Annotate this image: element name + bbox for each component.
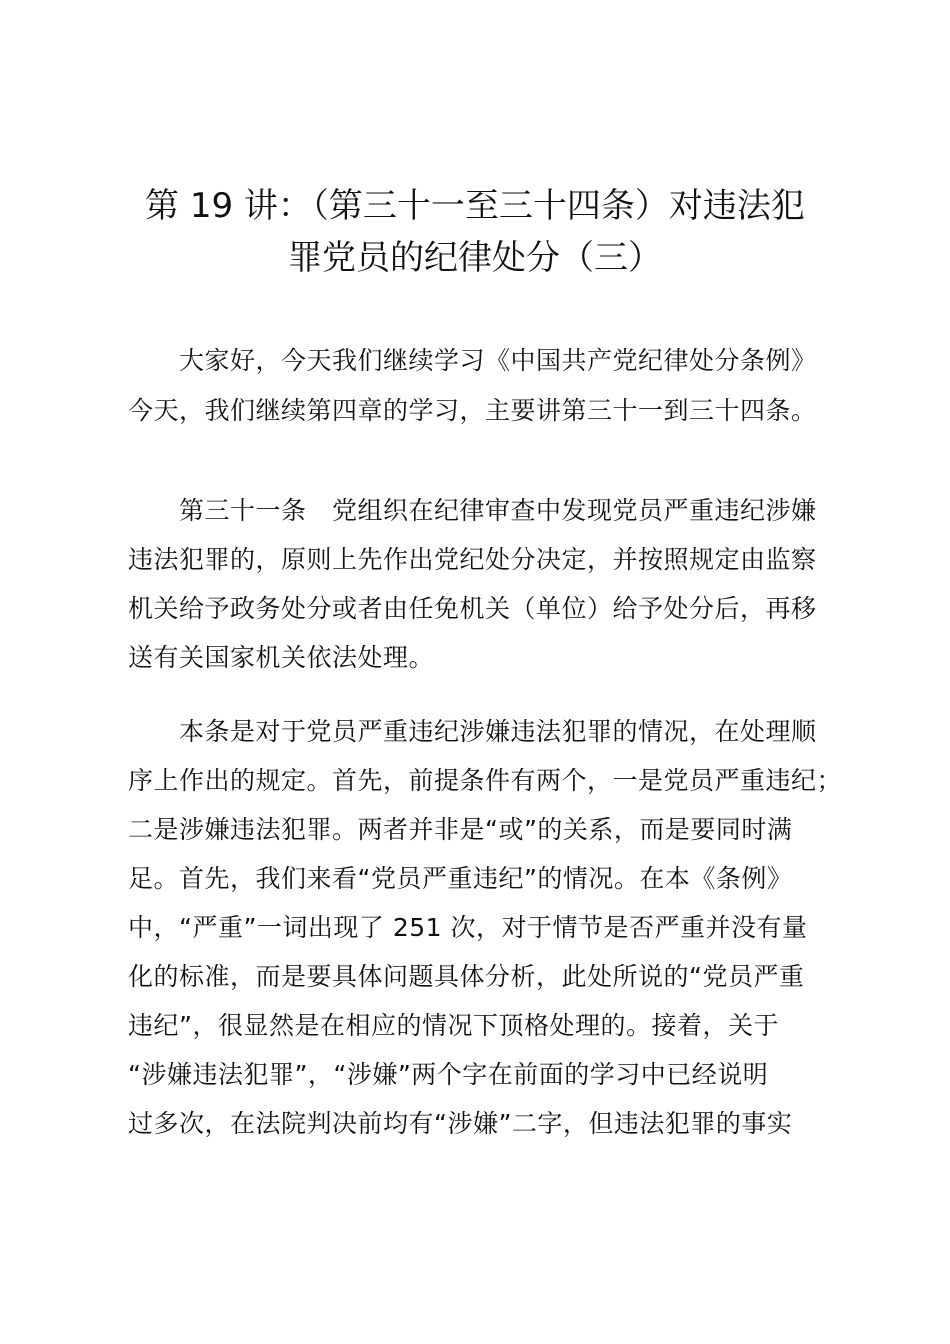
article-line: 送有关国家机关依法处理。	[128, 643, 435, 672]
article-line: 机关给予政务处分或者由任免机关（单位）给予处分后，再移	[128, 594, 817, 623]
explanation-line: 化的标准，而是要具体问题具体分析，此处所说的“党员严重	[128, 962, 805, 991]
article-line: 第三十一条 党组织在纪律审查中发现党员严重违纪涉嫌	[128, 496, 817, 525]
explanation-paragraph	[128, 707, 843, 1148]
explanation-line: 足。首先，我们来看“党员严重违纪”的情况。在本《条例》	[128, 864, 793, 893]
title-line-1: 第 19 讲：（第三十一至三十四条）对违法犯	[145, 186, 805, 226]
intro-line: 今天，我们继续第四章的学习，主要讲第三十一到三十四条。	[128, 396, 817, 425]
intro-line: 大家好，今天我们继续学习《中国共产党纪律处分条例》	[128, 346, 817, 375]
article-31-paragraph	[128, 486, 834, 682]
article-line: 违法犯罪的，原则上先作出党纪处分决定，并按照规定由监察	[128, 545, 817, 574]
explanation-line: 本条是对于党员严重违纪涉嫌违法犯罪的情况，在处理顺	[128, 717, 817, 746]
explanation-line: “涉嫌违法犯罪”，“涉嫌”两个字在前面的学习中已经说明	[128, 1060, 769, 1089]
intro-paragraph	[128, 336, 834, 436]
document-title	[110, 180, 840, 284]
explanation-line: 二是涉嫌违法犯罪。两者并非是“或”的关系，而是要同时满	[128, 815, 793, 844]
explanation-line: 中，“严重”一词出现了 251 次，对于情节是否严重并没有量	[128, 913, 808, 942]
title-line-2: 罪党员的纪律处分（三）	[288, 238, 662, 278]
explanation-line: 过多次，在法院判决前均有“涉嫌”二字，但违法犯罪的事实	[128, 1109, 793, 1138]
explanation-line: 违纪”，很显然是在相应的情况下顶格处理的。接着，关于	[128, 1011, 779, 1040]
explanation-line: 序上作出的规定。首先，前提条件有两个，一是党员严重违纪；	[128, 766, 843, 795]
